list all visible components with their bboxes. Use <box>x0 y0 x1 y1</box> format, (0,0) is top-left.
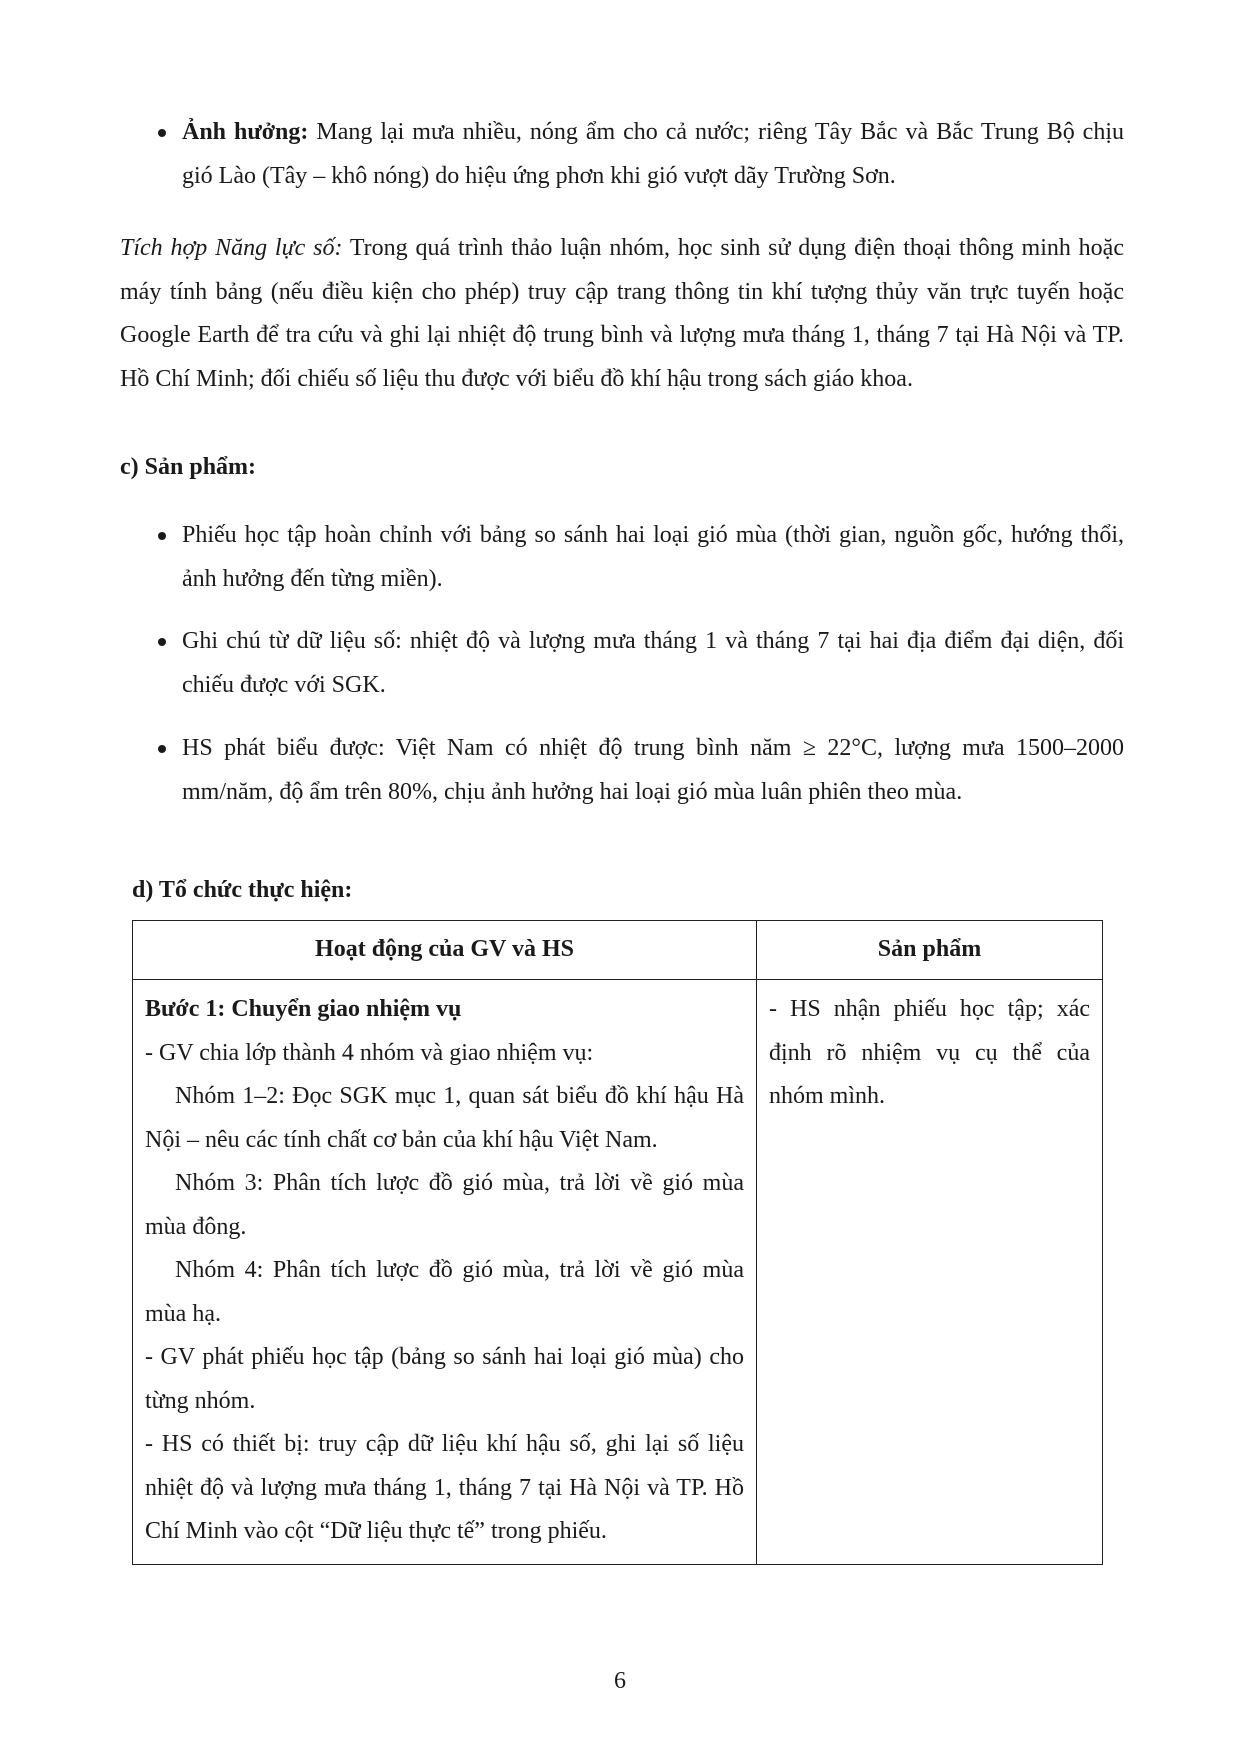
bullet-icon <box>158 129 166 137</box>
list-item <box>120 111 1124 198</box>
page-number: 6 <box>614 1668 626 1694</box>
product-cell <box>757 980 1103 1565</box>
bullet-text: Phiếu học tập hoàn chỉnh với bảng so sánh hai loại gió mùa (thời gian, nguồn gốc, hướng thổi, ảnh hưởng đến từng miền). <box>182 522 1124 592</box>
product-text: - HS nhận phiếu học tập; xác định rõ nhiệm vụ cụ thể của nhóm mình. <box>769 996 1090 1109</box>
activity-cell <box>133 980 757 1565</box>
paragraph-label: Tích hợp Năng lực số: <box>120 235 343 261</box>
bullet-text: Ghi chú từ dữ liệu số: nhiệt độ và lượng mưa tháng 1 và tháng 7 tại hai địa điểm đại diện, đối chiếu được với SGK. <box>182 628 1124 698</box>
activity-line: Nhóm 3: Phân tích lược đồ gió mùa, trả lời về gió mùa mùa đông. <box>145 1170 744 1240</box>
bullet-body: Mang lại mưa nhiều, nóng ẩm cho cả nước; riêng Tây Bắc và Bắc Trung Bộ chịu gió Lào (Tây – khô nóng) do hiệu ứng phơn khi gió vượt dãy Trường Sơn. <box>182 119 1125 189</box>
table-row <box>133 980 1103 1565</box>
bullet-text <box>182 111 1124 198</box>
list-item <box>120 620 1124 707</box>
list-item <box>120 514 1124 601</box>
column-header-products: Sản phẩm <box>757 921 1103 980</box>
activity-line: - GV chia lớp thành 4 nhóm và giao nhiệm vụ: <box>145 1039 594 1066</box>
section-d-heading: d) Tổ chức thực hiện: <box>132 877 353 903</box>
digital-competence-paragraph <box>120 227 1124 401</box>
organization-table <box>132 920 1103 1565</box>
list-item <box>120 727 1124 814</box>
table-header-row <box>133 921 1103 980</box>
bullet-icon <box>158 638 166 646</box>
section-c-heading: c) Sản phẩm: <box>120 454 257 480</box>
bullet-text: HS phát biểu được: Việt Nam có nhiệt độ trung bình năm ≥ 22°C, lượng mưa 1500–2000 mm/năm, độ ẩm trên 80%, chịu ảnh hưởng hai loại gió mùa luân phiên theo mùa. <box>182 735 1124 805</box>
bullet-icon <box>158 745 166 753</box>
paragraph-body: Trong quá trình thảo luận nhóm, học sinh sử dụng điện thoại thông minh hoặc máy tính bảng (nếu điều kiện cho phép) truy cập trang thông tin khí tượng thủy văn trực tuyến hoặc Google Earth để tra cứu và ghi lại nhiệt độ trung bình và lượng mưa tháng 1, tháng 7 tại Hà Nội và TP. Hồ Chí Minh; đối chiếu số liệu thu được với biểu đồ khí hậu trong sách giáo khoa. <box>120 235 1124 392</box>
step-title: Bước 1: Chuyển giao nhiệm vụ <box>145 996 462 1022</box>
column-header-activities: Hoạt động của GV và HS <box>133 921 757 980</box>
activity-line: Nhóm 1–2: Đọc SGK mục 1, quan sát biểu đồ khí hậu Hà Nội – nêu các tính chất cơ bản của khí hậu Việt Nam. <box>145 1083 744 1153</box>
activity-line: - GV phát phiếu học tập (bảng so sánh hai loại gió mùa) cho từng nhóm. <box>145 1344 744 1414</box>
activity-line: Nhóm 4: Phân tích lược đồ gió mùa, trả lời về gió mùa mùa hạ. <box>145 1257 744 1327</box>
bullet-icon <box>158 532 166 540</box>
activity-line: - HS có thiết bị: truy cập dữ liệu khí hậu số, ghi lại số liệu nhiệt độ và lượng mưa tháng 1, tháng 7 tại Hà Nội và TP. Hồ Chí Minh vào cột “Dữ liệu thực tế” trong phiếu. <box>145 1431 744 1544</box>
bullet-label: Ảnh hưởng: <box>182 119 309 145</box>
